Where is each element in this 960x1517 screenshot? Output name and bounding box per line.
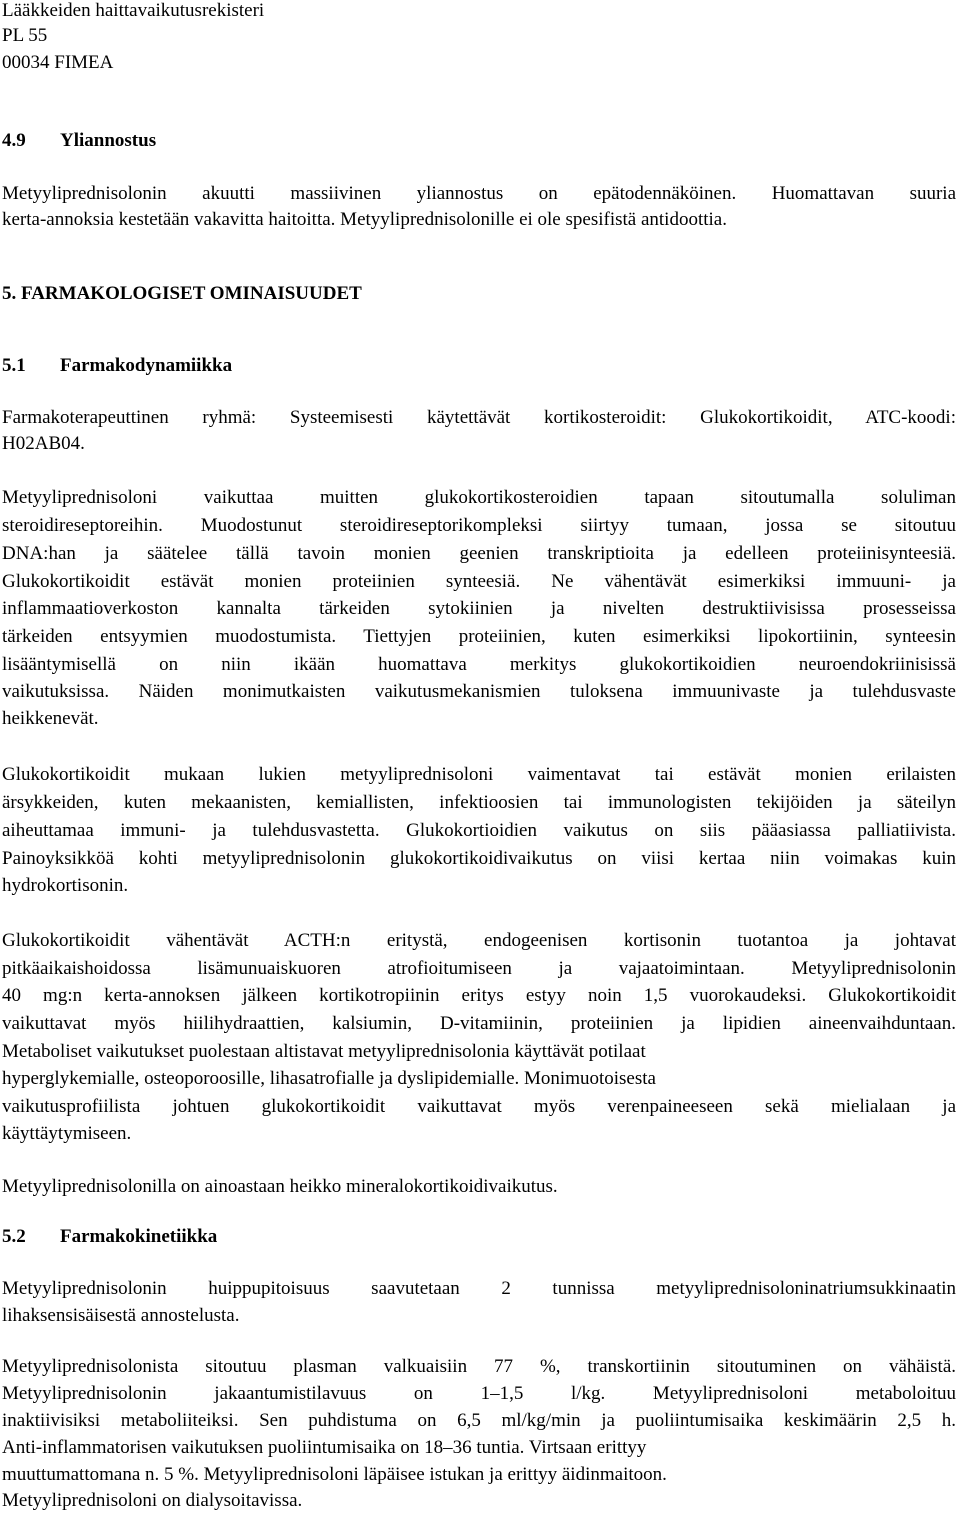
paragraph-line: vaikuttavat myös hiilihydraattien, kalsiumin, D-vitamiinin, proteiinien ja lipidien aineenvaihduntaan. <box>2 1013 956 1034</box>
paragraph-line: pitkäaikaishoidossa lisämunuaiskuoren atrofioitumiseen ja vajaatoimintaan. Metyyliprednisolonin <box>2 958 956 979</box>
address-line-2: PL 55 <box>2 25 48 46</box>
paragraph-line: Metyyliprednisolonin jakaantumistilavuus on 1–1,5 l/kg. Metyyliprednisoloni metaboloituu <box>2 1383 956 1404</box>
paragraph-line: DNA:han ja säätelee tällä tavoin monien geenien transkriptioita ja edelleen proteiinisynteesiä. <box>2 543 956 564</box>
paragraph-line: Metyyliprednisoloni on dialysoitavissa. <box>2 1490 303 1511</box>
paragraph-line: Metyyliprednisolonista sitoutuu plasman valkuaisiin 77 %, transkortiinin sitoutuminen on vähäistä. <box>2 1356 956 1377</box>
address-line-3: 00034 FIMEA <box>2 52 114 73</box>
paragraph-line: lihaksensisäisestä annostelusta. <box>2 1305 240 1326</box>
paragraph-line: kerta-annoksia kestetään vakavitta haitoitta. Metyyliprednisolonille ei ole spesifistä antidoottia. <box>2 209 727 230</box>
paragraph-line: käyttäytymiseen. <box>2 1123 132 1144</box>
paragraph-line: tärkeiden entsyymien muodostumista. Tiettyjen proteiinien, kuten esimerkiksi lipokortiinin, synteesin <box>2 626 956 647</box>
section-5-1-heading <box>2 355 232 377</box>
paragraph-line: Painoyksikköä kohti metyyliprednisolonin glukokortikoidivaikutus on viisi kertaa niin voimakas kuin <box>2 848 956 869</box>
paragraph-line: vaikutusprofiilista johtuen glukokortikoidit vaikuttavat myös verenpaineeseen sekä mielialaan ja <box>2 1096 956 1117</box>
paragraph-line: aiheuttamaa immuni- ja tulehdusvastetta. Glukokortioidien vaikutus on siis pääasiassa palliatiivista. <box>2 820 956 841</box>
paragraph-line: ärsykkeiden, kuten mekaanisten, kemiallisten, infektioosien tai immunologisten tekijöiden ja säteilyn <box>2 792 956 813</box>
section-5-2-heading <box>2 1226 217 1248</box>
paragraph-line: lisääntymisellä on niin ikään huomattava merkitys glukokortikoidien neuroendokriinisissä <box>2 654 956 675</box>
paragraph-line: heikkenevät. <box>2 708 99 729</box>
paragraph-line: Metyyliprednisolonin akuutti massiivinen yliannostus on epätodennäköinen. Huomattavan suuria <box>2 183 956 204</box>
paragraph-line: vaikutuksissa. Näiden monimutkaisten vaikutusmekanismien tuloksena immuunivaste ja tulehdusvaste <box>2 681 956 702</box>
paragraph-line: steroidireseptoreihin. Muodostunut steroidireseptorikompleksi siirtyy tumaan, jossa se sitoutuu <box>2 515 956 536</box>
section-number: 5.1 <box>2 355 26 376</box>
section-number: 4.9 <box>2 130 26 151</box>
paragraph-line: Metaboliset vaikutukset puolestaan altistavat metyyliprednisolonia käyttävät potilaat <box>2 1041 646 1062</box>
section-title: Yliannostus <box>60 130 157 151</box>
paragraph-line: H02AB04. <box>2 433 85 454</box>
paragraph-line: inaktiivisiksi metaboliiteiksi. Sen puhdistuma on 6,5 ml/kg/min ja puoliintumisaika keskimäärin 2,5 h. <box>2 1410 956 1431</box>
section-4-9-heading <box>2 130 156 152</box>
paragraph-line: Metyyliprednisolonin huippupitoisuus saavutetaan 2 tunnissa metyyliprednisoloninatriumsukkinaatin <box>2 1278 956 1299</box>
paragraph-line: muuttumattomana n. 5 %. Metyyliprednisoloni läpäisee istukan ja erittyy äidinmaitoon. <box>2 1464 667 1485</box>
paragraph-line: hyperglykemialle, osteoporoosille, lihasatrofialle ja dyslipidemialle. Monimuotoisesta <box>2 1068 656 1089</box>
paragraph-line: 40 mg:n kerta-annoksen jälkeen kortikotropiinin eritys estyy noin 1,5 vuorokaudeksi. Glukokortikoidit <box>2 985 956 1006</box>
section-title: Farmakodynamiikka <box>60 355 233 376</box>
paragraph-line: Metyyliprednisolonilla on ainoastaan heikko mineralokortikoidivaikutus. <box>2 1176 558 1197</box>
paragraph-line: hydrokortisonin. <box>2 875 129 896</box>
paragraph-line: inflammaatioverkoston kannalta tärkeiden sytokiinien ja nivelten destruktiivisissa prosesseissa <box>2 598 956 619</box>
section-number: 5.2 <box>2 1226 26 1247</box>
paragraph-line: Farmakoterapeuttinen ryhmä: Systeemisesti käytettävät kortikosteroidit: Glukokortikoidit, ATC-koodi: <box>2 407 956 428</box>
address-line-1: Lääkkeiden haittavaikutusrekisteri <box>2 0 265 21</box>
paragraph-line: Anti-inflammatorisen vaikutuksen puoliintumisaika on 18–36 tuntia. Virtsaan erittyy <box>2 1437 647 1458</box>
paragraph-line: Glukokortikoidit estävät monien proteiinien synteesiä. Ne vähentävät esimerkiksi immuuni- ja <box>2 571 956 592</box>
section-title: Farmakokinetiikka <box>60 1226 218 1247</box>
paragraph-line: Metyyliprednisoloni vaikuttaa muitten glukokortikosteroidien tapaan sitoutumalla soluliman <box>2 487 956 508</box>
section-5-heading: 5. FARMAKOLOGISET OMINAISUUDET <box>2 283 362 304</box>
paragraph-line: Glukokortikoidit mukaan lukien metyyliprednisoloni vaimentavat tai estävät monien erilaisten <box>2 764 956 785</box>
paragraph-line: Glukokortikoidit vähentävät ACTH:n eritystä, endogeenisen kortisonin tuotantoa ja johtavat <box>2 930 956 951</box>
